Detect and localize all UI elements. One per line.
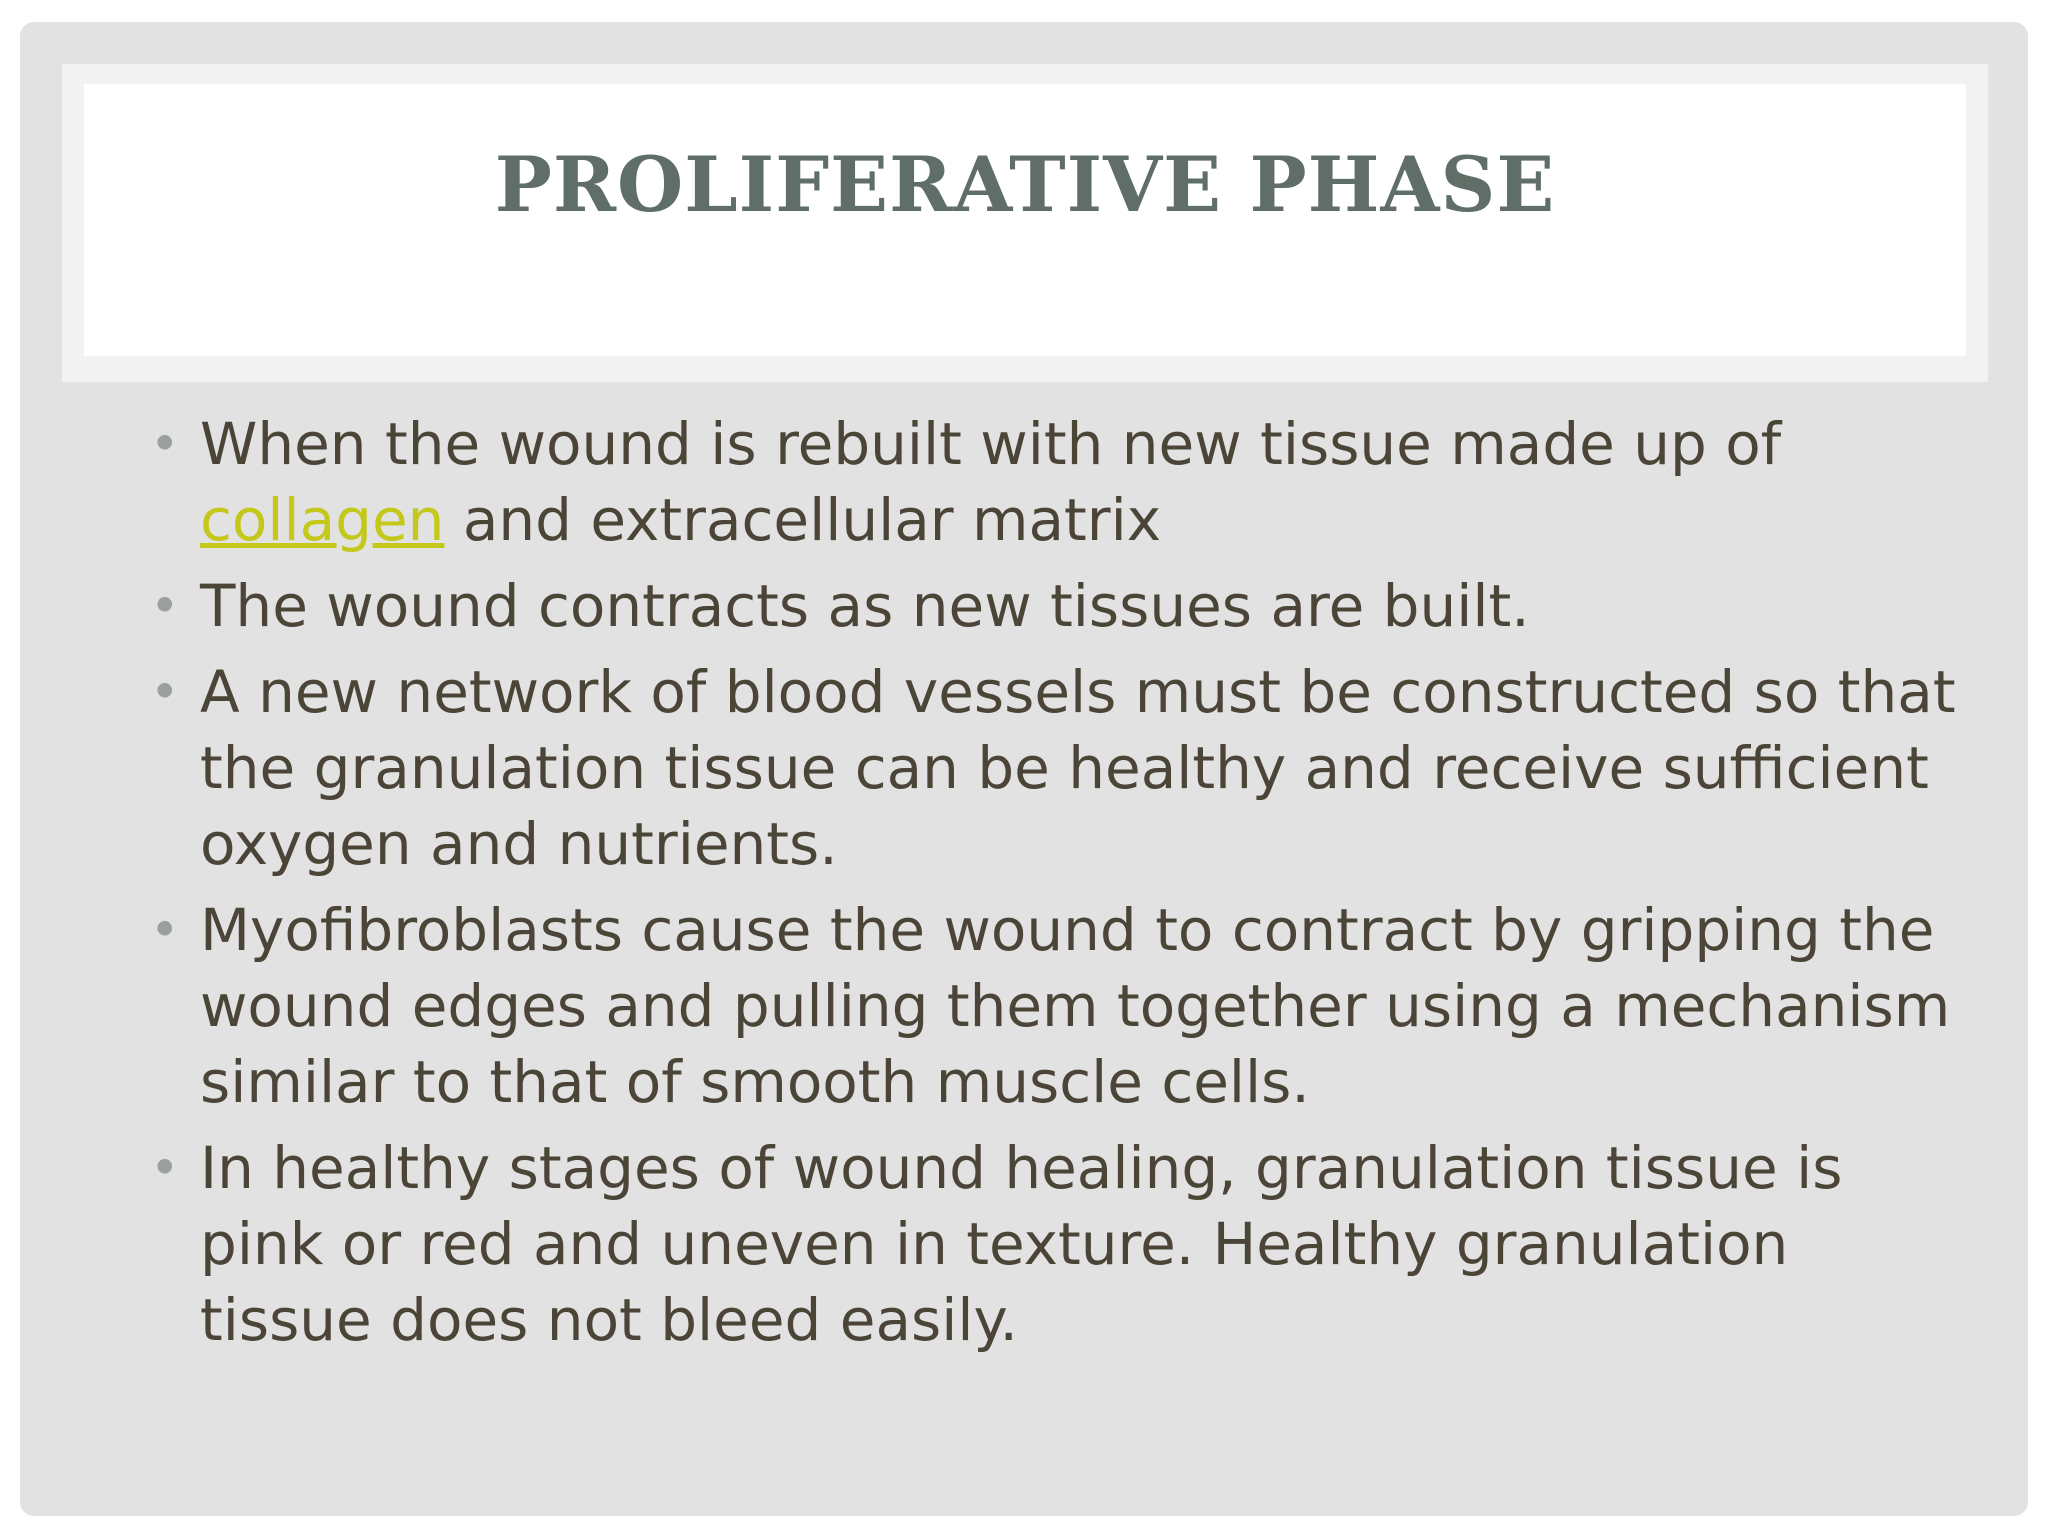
- bullet-item-4: [146, 892, 1966, 1120]
- bullet-1-text-after: and extracellular matrix: [444, 486, 1162, 554]
- slide: [20, 22, 2028, 1516]
- bullet-item-1: [146, 406, 1966, 558]
- bullet-3-text: A new network of blood vessels must be constructed so that the granulation tissue can be healthy and receive sufficient oxygen and nutrients.: [200, 658, 1956, 878]
- bullet-2-text: The wound contracts as new tissues are built.: [200, 572, 1530, 640]
- slide-title: PROLIFERATIVE PHASE: [494, 140, 1556, 229]
- bullet-icon: •: [150, 663, 180, 721]
- bullet-icon: •: [150, 1139, 180, 1197]
- bullet-1-text-before: When the wound is rebuilt with new tissue made up of: [200, 410, 1782, 478]
- bullet-item-3: [146, 654, 1966, 882]
- bullet-list: [146, 406, 1966, 1368]
- bullet-4-text: Myofibroblasts cause the wound to contract by gripping the wound edges and pulling them together using a mechanism similar to that of smooth muscle cells.: [200, 896, 1951, 1116]
- bullet-icon: •: [150, 901, 180, 959]
- bullet-5-text: In healthy stages of wound healing, granulation tissue is pink or red and uneven in texture. Healthy granulation tissue does not bleed easily.: [200, 1134, 1843, 1354]
- collagen-link[interactable]: collagen: [200, 486, 445, 554]
- bullet-icon: •: [150, 577, 180, 635]
- bullet-item-2: [146, 568, 1966, 644]
- bullet-icon: •: [150, 415, 180, 473]
- bullet-item-5: [146, 1130, 1966, 1358]
- title-box: [84, 84, 1966, 356]
